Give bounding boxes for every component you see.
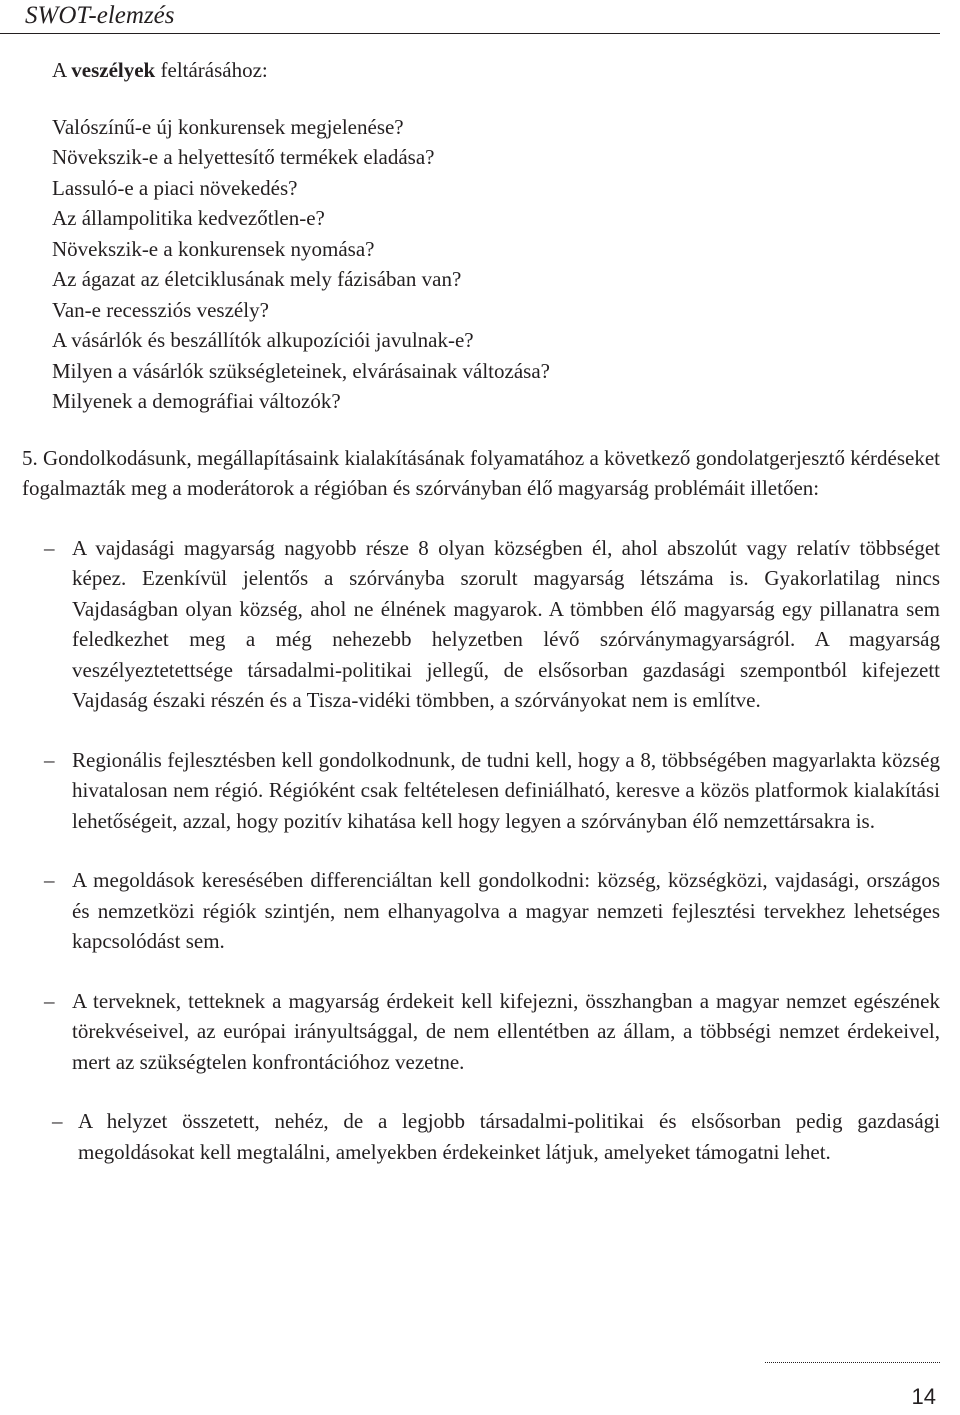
dash-list-item xyxy=(22,1106,940,1167)
question-item: Növekszik-e a helyettesítő termékek eladása? xyxy=(52,145,435,169)
dash-item-text: A vajdasági magyarság nagyobb része 8 olyan községben él, ahol abszolút vagy relatív többséget képez. Ezenkívül jelentős a szórványba szorult magyarság létszáma is. Gyakorlatilag nincs Vajdaságban olyan község, ahol ne élnének magyarok. A tömbben élő magyarság egy pillanatra sem feledkezhet meg a még nehezebb helyzetben lévő szórványmagyarságról. A magyarság veszélyeztetettsége társadalmi-politikai jellegű, de elsősorban gazdasági szempontból kifejezett Vajdaság északi részén és a Tisza-vidéki tömbben, a szórványokat nem is említve. xyxy=(72,535,940,712)
question-item: Az ágazat az életciklusának mely fázisában van? xyxy=(52,267,462,291)
question-item: Van-e recessziós veszély? xyxy=(52,297,269,322)
threats-intro xyxy=(52,55,940,86)
question-item: Valószínű-e új konkurensek megjelenése? xyxy=(52,114,404,139)
dash-list-item xyxy=(22,986,940,1078)
dash-bullet: – xyxy=(44,868,55,892)
page-number: 14 xyxy=(911,1384,936,1409)
dash-list-item xyxy=(22,745,940,837)
dash-list-item xyxy=(22,533,940,716)
dash-item-text: Regionális fejlesztésben kell gondolkodnunk, de tudni kell, hogy a 8, többségében magyarlakta község hivatalosan nem régió. Régióként csak feltételesen definiálható, keresve a közös platformok kialakítási lehetőségeit, azzal, hogy pozitív kihatása kell hogy legyen a szórványban élő nemzettársakra is. xyxy=(72,747,940,833)
page-body xyxy=(22,55,940,1167)
running-head: SWOT-elemzés xyxy=(25,2,175,29)
question-list xyxy=(52,112,940,417)
question-item: A vásárlók és beszállítók alkupozíciói javulnak-e? xyxy=(52,328,474,352)
question-item: Növekszik-e a konkurensek nyomása? xyxy=(52,236,375,261)
dash-list-item xyxy=(22,865,940,957)
question-item: Milyen a vásárlók szükségleteinek, elvárásainak változása? xyxy=(52,358,550,383)
section-5-paragraph: 5. Gondolkodásunk, megállapításaink kialakításának folyamatához a következő gondolatgerjesztő kérdéseket fogalmazták meg a moderátorok a régióban és szórványban élő magyarság problémáit illetően: xyxy=(22,445,940,500)
dash-bullet: – xyxy=(52,1109,63,1133)
question-item: Az állampolitika kedvezőtlen-e? xyxy=(52,206,325,230)
dash-item-text: A megoldások keresésében differenciáltan kell gondolkodni: község, községközi, vajdasági, országos és nemzetközi régiók szintjén, nem elhanyagolva a magyar nemzeti fejlesztési tervekhez lehetséges kapcsolódást sem. xyxy=(72,868,940,953)
footer-dotted-rule xyxy=(765,1362,940,1363)
question-item: Lassuló-e a piaci növekedés? xyxy=(52,175,298,200)
dash-item-text: A terveknek, tetteknek a magyarság érdekeit kell kifejezni, összhangban a magyar nemzet egészének törekvéseivel, az európai irányultsággal, de nem ellentétben az állam, a többségi nemzet érdekeivel, mert az szükségtelen konfrontációhoz vezetne. xyxy=(72,988,940,1074)
dash-bullet: – xyxy=(44,988,55,1013)
dash-item-text: A helyzet összetett, nehéz, de a legjobb társadalmi-politikai és elsősorban pedig gazdasági megoldásokat kell megtalálni, amelyekben érdekeinket látjuk, amelyeket támogatni lehet. xyxy=(78,1109,940,1164)
header-rule xyxy=(0,33,940,34)
intro-prefix: A xyxy=(52,58,72,82)
question-item: Milyenek a demográfiai változók? xyxy=(52,389,341,413)
intro-suffix: feltárásához: xyxy=(155,58,268,82)
intro-bold-term: veszélyek xyxy=(71,58,156,82)
dash-bullet: – xyxy=(44,747,55,772)
dash-bullet: – xyxy=(44,535,55,560)
